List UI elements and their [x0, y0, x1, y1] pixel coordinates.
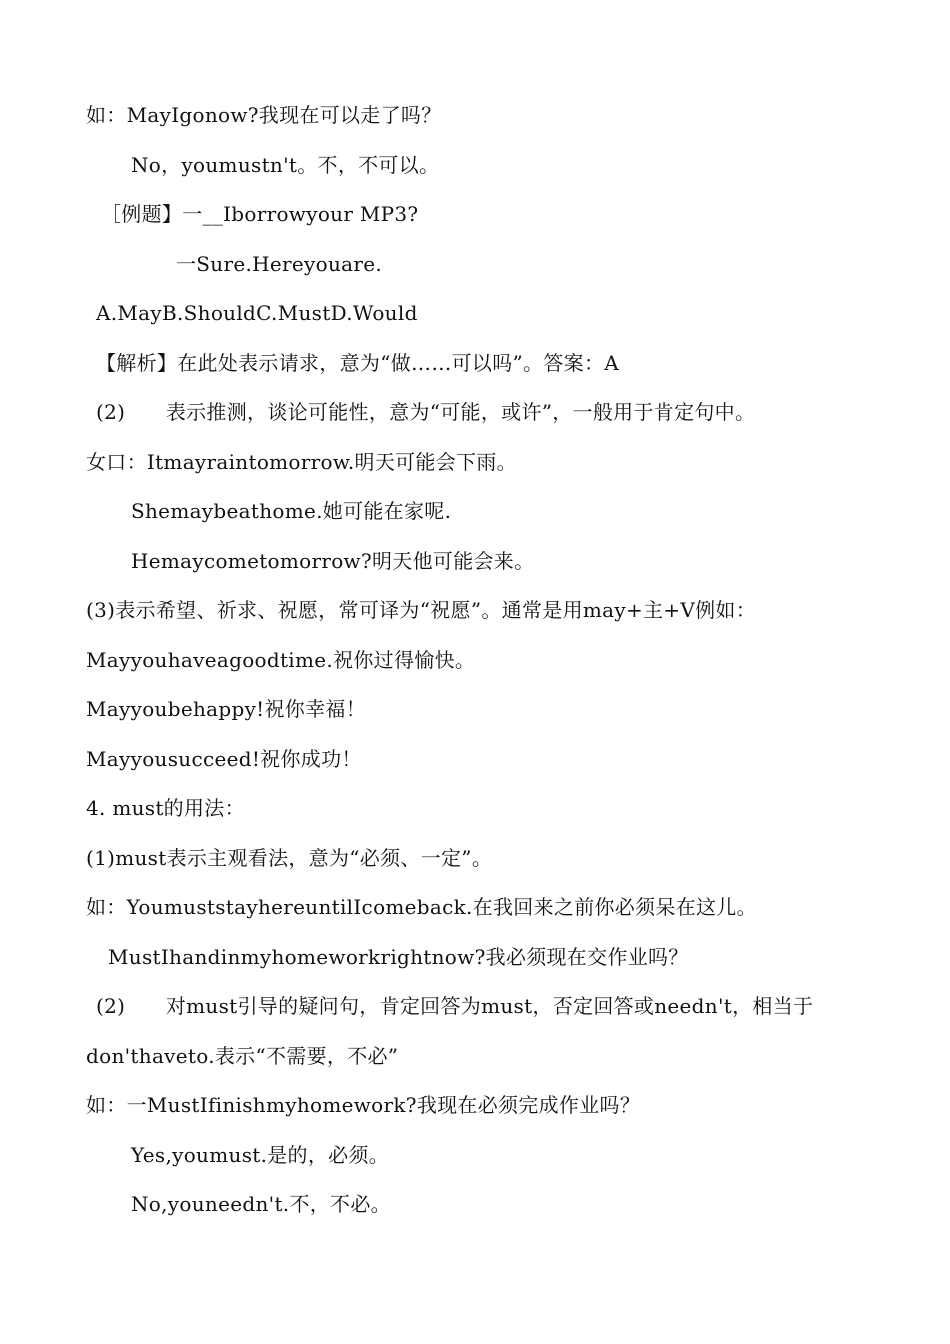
- text-line: Yes,youmust.是的，必须。: [131, 1143, 390, 1167]
- text-line: (2) 表示推测，谈论可能性，意为“可能，或许”，一般用于肯定句中。: [96, 400, 756, 424]
- text-line: MustIhandinmyhomeworkrightnow?我必须现在交作业吗？: [108, 945, 689, 969]
- text-line: Mayyousucceed!祝你成功！: [86, 747, 362, 771]
- text-line: No，youmustn't。不，不可以。: [131, 153, 440, 177]
- section-heading: 4. must的用法：: [86, 796, 245, 820]
- text-line: don'thaveto.表示“不需要，不必”: [86, 1044, 399, 1068]
- text-line: 【解析】在此处表示请求，意为“做……可以吗”。答案：A: [96, 351, 619, 375]
- text-line: (3)表示希望、祈求、祝愿，常可译为“祝愿”。通常是用may+主+V例如：: [86, 598, 757, 622]
- text-line: ［例题】一__Iborrowyour MP3?: [101, 202, 419, 226]
- text-line: 一Sure.Hereyouare.: [176, 252, 383, 276]
- text-line: 女口：Itmayraintomorrow.明天可能会下雨。: [86, 450, 517, 474]
- text-line: No,youneedn't.不，不必。: [131, 1192, 391, 1216]
- text-line: 如：YoumuststayhereuntilIcomeback.在我回来之前你必须呆在这儿。: [86, 895, 757, 919]
- text-line: 如：一MustIfinishmyhomework?我现在必须完成作业吗？: [86, 1093, 641, 1117]
- text-line: Shemaybeathome.她可能在家呢.: [131, 499, 452, 523]
- text-line: (1)must表示主观看法，意为“必须、一定”。: [86, 846, 493, 870]
- text-line: A.MayB.ShouldC.MustD.Would: [96, 301, 418, 325]
- text-line: Mayyoubehappy!祝你幸福！: [86, 697, 367, 721]
- text-line: (2) 对must引导的疑问句，肯定回答为must，否定回答或needn't，相当于: [96, 994, 814, 1018]
- text-line: Hemaycometomorrow?明天他可能会来。: [131, 549, 535, 573]
- text-line: Mayyouhaveagoodtime.祝你过得愉快。: [86, 648, 476, 672]
- text-line: 如：MayIgonow?我现在可以走了吗？: [86, 103, 442, 127]
